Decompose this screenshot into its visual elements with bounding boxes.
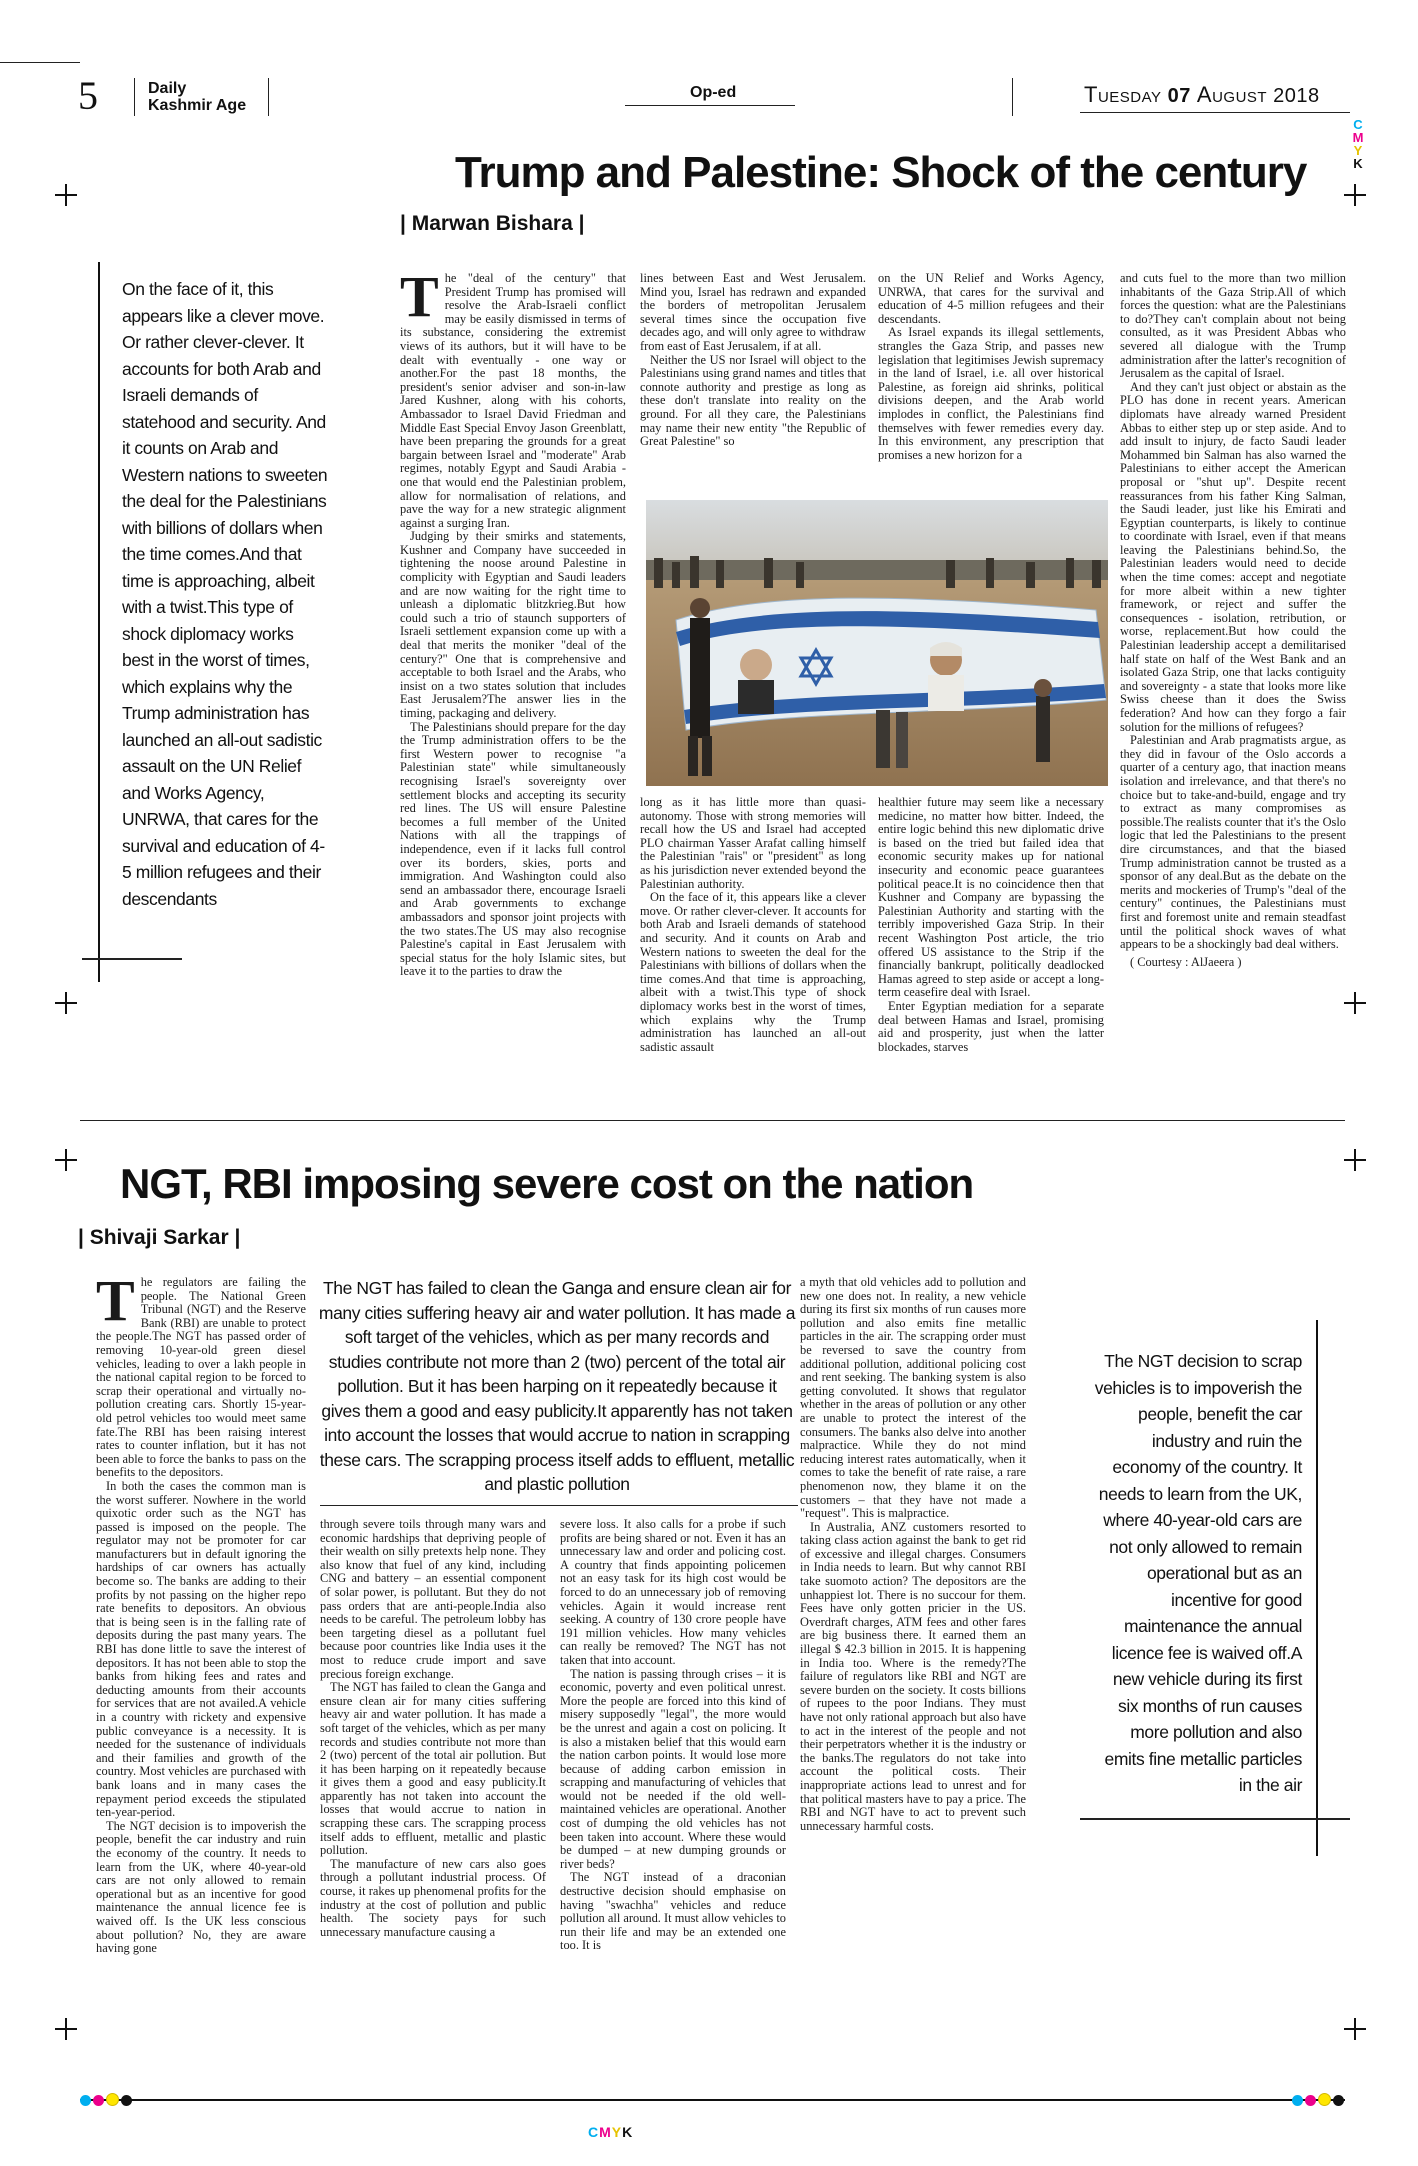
header-divider-2 xyxy=(268,78,269,116)
paragraph: he regulators are failing the people. The National Green Tribunal (NGT) and the Reserve Bank (RBI) are unable to protect the people.The NGT has passed order of removing 10-year-old green diesel vehicles, leading to over a lakh people in the national capital region to be forced to scrap their operational and virtually no-pollution creating cars. Shortly 15-year-old petrol vehicles too would meet same fate.The RBI has been raising interest rates to counter inflation, but it has not been able to force the banks to pass on the benefits to the depositors. xyxy=(96,1276,306,1480)
header-divider xyxy=(134,78,135,116)
paragraph: The manufacture of new cars also goes through a pollutant industrial process. Of course, it rakes up phenomenal profits for the industry at the cost of pollution and public health. The society pays for such unnecessary manufacture causing a xyxy=(320,1856,546,1939)
article2-center-pullquote: The NGT has failed to clean the Ganga and ensure clean air for many cities suffering heavy air and water pollution. It has made a soft target of the vehicles, which as per many records and studies contribute not more than 2 (two) percent of the total air pollution. But it has been harping on it repeatedly because it gives them a good and easy publicity.It apparently has not taken into account the losses that would accrue to nation in scrapping these cars. The scrapping process itself adds to effluent, metallic and plastic pollution xyxy=(318,1278,796,1494)
paragraph: And they can't just object or abstain as the PLO has done in recent years. American diplomats have already warned President Abbas to either step up or step aside. And to add insult to injury, de facto Saudi leader Mohammed bin Salman has also warned the Palestinians to either accept the American proposal or "shut up". Despite recent reassurances from his father King Salman, the Saudi leader, just like his Emirati and Egyptian counterparts, is likely to continue to coordinate with Israel, even if that means leaving the Palestinians behind.So, the Palestinian leaders would need to decide when the time comes: accept and negotiate for more albeit within a new tighter framework, or reject and suffer the consequences - isolation, retribution, or worse, replacement.But how could the Palestinian leadership accept a demilitarised half state on half of the West Bank and an isolated Gaza Strip, one that lacks contiguity and sovereignty - a state that looks more like Swiss cheese than it does the Swiss federation? And how can they forgo a fair solution for the millions of refugees? xyxy=(1120,379,1346,734)
paragraph: In Australia, ANZ customers resorted to taking class action against the bank to get rid of excessive and illegal charges. Consumers in India needs to learn. But why cannot RBI take suomoto action? The depositors are the unhappiest lot. There is no succour for them. Fees have only gotten pricier in the US. Overdraft charges, ATM fees and other fares are big business there. It earned them an illegal $ 42.3 billion in 2015. It is happening in India too. Where is the remedy?The failure of regulators like RBI and NGT are severe burden on the society. It costs billions of rupees to the poor Indians. They must have not only rational approach but also have to act in the interest of the people and not their perpetrators whether it is the industry or the banks.The regulators do not take into account the political costs. Their inappropriate actions lead to unrest and for that political masters have to pay a price. The RBI and NGT have to act to prevent such unnecessary harmful costs. xyxy=(800,1519,1026,1833)
paragraph: Enter Egyptian mediation for a separate deal between Hamas and Israel, promising aid and prosperity, just when the latter blockades, starves xyxy=(878,998,1104,1054)
paragraph: on the UN Relief and Works Agency, UNRWA, that cares for the survival and education of 4-5 million refugees and their descendants. xyxy=(878,272,1104,326)
paragraph: On the face of it, this appears like a clever move. Or rather clever-clever. It accounts for both Arab and Israeli demands of statehood and security. And it counts on Arab and Western nations to sweeten the deal for the Palestinians with billions of dollars when the time comes.And that time is approaching, albeit with a twist.This type of shock diplomacy works best in the worst of times, which explains why the Trump administration has launched an all-out sadistic assault xyxy=(640,890,866,1054)
paragraph: lines between East and West Jerusalem. Mind you, Israel has redrawn and expanded the borders of metropolitan Jerusalem several times since the occupation five decades ago, and will only agree to withdraw from east of East Jerusalem, if at all. xyxy=(640,272,866,353)
article1-photo xyxy=(646,500,1108,786)
article1-column-4 xyxy=(1120,272,1346,1062)
cmyk-marker-footer: CMYK xyxy=(588,2124,634,2140)
pullquote-bar xyxy=(98,262,100,982)
paragraph: Palestinian and Arab pragmatists argue, as they did in favour of the Oslo accords a quarter of a century ago, that inaction means isolation and irrelevance, and that there's no choice but to take-and-build, engage and try to extract as many compromises as possible.The realists counter that it's the Oslo logic that led the Palestinians to the present dire circumstances, and that the biased Trump administration cannot be trusted as a sponsor of any deal.But as the debate on the merits and mockeries of Trump's "deal of the century" continues, the Palestinians must first and foremost unite and remain steadfast until the political shock waves of what appears to be a shockingly bad deal withers. xyxy=(1120,733,1346,952)
paragraph: The NGT decision is to impoverish the people, benefit the car industry and ruin the economy of the country. It needs to learn from the UK, where 40-year-old cars are not only allowed to remain operational but as an incentive for good maintenance the annual licence fee is waived off. Is the UK less conscious about pollution? No, they are aware having gone xyxy=(96,1818,306,1956)
date-rule xyxy=(1080,112,1350,113)
paragraph: The nation is passing through crises – it is economic, poverty and even political unrest. More the people are forced into this kind of misery supposedly "legal", the more would be the unrest and again a cost on policing. It is also a mistaken belief that this would earn the nation carbon points. It would lose more because of adding carbon emission in scrapping and manufacturing of vehicles that would not be needed if the old well-maintained vehicles are operational. Another cost of dumping the old vehicles has not been taken into account. Where these would be dumped – at new dumping grounds or river beds? xyxy=(560,1666,786,1871)
paragraph: As Israel expands its illegal settlements, strangles the Gaza Strip, and passes new legislation that legitimises Jewish supremacy in the land of Israel, i.e. all over historical Palestine, as foreign aid shrinks, political divisions deepen, and the Arab world implodes in conflict, the Palestinians find themselves with fewer remedies every day. In this environment, any prescription that promises a new horizon for a xyxy=(878,325,1104,462)
registration-mark xyxy=(1344,1149,1366,1171)
pullquote-tick xyxy=(82,958,182,960)
section-rule xyxy=(625,105,795,106)
paper-name-line1: Daily xyxy=(148,80,187,97)
paragraph: and cuts fuel to the more than two million inhabitants of the Gaza Strip.All of which forces the question: what are the Palestinians to do?They can't complain about not being consulted, as it was President Abbas who severed all dialogue with the Trump administration after the latter's recognition of Jerusalem as the capital of Israel. xyxy=(1120,272,1346,381)
top-left-rule xyxy=(0,62,80,63)
dropcap: T xyxy=(96,1276,135,1333)
article1-pullquote: On the face of it, this appears like a clever move. Or rather clever-clever. It accounts for both Arab and Israeli demands of statehood and security. And it counts on Arab and Western nations to sweeten the deal for the Palestinians with billions of dollars when the time comes.And that time is approaching, albeit with a twist.This type of shock diplomacy works best in the worst of times, which explains why the Trump administration has launched an all-out sadistic assault on the UN Relief and Works Agency, UNRWA, that cares for the survival and education of 4-5 million refugees and their descendants xyxy=(122,279,328,909)
paragraph: he "deal of the century" that President Trump has promised will resolve the Arab-Israeli conflict may be easily dismissed in terms of its substance, considering the extremist views of its authors, but it will have to be dealt with eventually - one way or another.For the past 18 months, the president's senior adviser and son-in-law Jared Kushner, along with his cohorts, Ambassador to Israel David Friedman and Middle East Special Envoy Jason Greenblatt, have been preparing the grounds for a great bargain between Israel and "moderate" Arab regimes, notably Egypt and Saudi Arabia - one that would end the Palestinian problem, allow for normalisation of relations, and pave the way for a new strategic alignment against a surging Iran. xyxy=(400,272,626,530)
right-pullquote-tick xyxy=(1080,1818,1350,1820)
page-number: 5 xyxy=(78,73,98,118)
article1-column-3-top xyxy=(878,272,1104,476)
paragraph: In both the cases the common man is the worst sufferer. Nowhere in the world quixotic order such as the NGT has passed is imposed on the people. The regulator may not be promoter for car manufacturers but in default ignoring the hardships of car owners has actually become so. The banks are adding to their profits by not passing on the higher repo rate benefits to depositors. An obvious that is being seen is in the falling rate of deposits during the past many years. The RBI has done little to save the interest of depositors. It has not been able to stop the banks from hiking fees and rates and deducting amounts from their accounts for services that are not availed.A vehicle in a country with rickety and expensive public conveyance is a necessity. It is needed for the sustenance of individuals and their families and growth of the country. Most vehicles are purchased with bank loans and in many cases the repayment period exceeds the stipulated ten-year-period. xyxy=(96,1478,306,1820)
issue-date xyxy=(1084,82,1320,108)
registration-mark xyxy=(55,184,77,206)
header-divider-3 xyxy=(1012,78,1013,116)
article2-column-2 xyxy=(320,1518,546,2026)
date-num: 07 xyxy=(1167,85,1191,107)
article-separator xyxy=(80,1120,1345,1121)
paper-name-line2: Kashmir Age xyxy=(148,97,247,114)
article1-column-3-bottom xyxy=(878,796,1104,1078)
paragraph: Judging by their smirks and statements, Kushner and Company have succeeded in tightening the noose around Palestine in complicity with Egyptian and Saudi leaders and are now waiting for the right time to unleash a diplomatic blitzkrieg.But how could such a trio of staunch supporters of Israeli settlement expansion come up with a deal that merits the moniker "deal of the century?" One that is comprehensive and acceptable to both Israel and the Arabs, who insist on a two states solution that includes East Jerusalem?The answer lies in the timing, packaging and delivery. xyxy=(400,529,626,720)
paragraph: through severe toils through many wars and economic hardships that depriving people of their wealth on silly pretexts help none. They also know that fuel of any kind, including CNG and battery – an essential component of solar power, is pollutant. But they do not pass orders that are anti-people.India also needs to be careful. The petroleum lobby has been targeting diesel as a pollutant fuel because poor countries like India uses it the most to reduce crude import and save precious foreign exchange. xyxy=(320,1518,546,1681)
cmyk-marker-vertical: C M Y K xyxy=(1352,117,1364,171)
article2-right-pullquote: The NGT decision to scrap vehicles is to impoverish the people, benefit the car industry and ruin the economy of the country. It needs to learn from the UK, where 40-year-old cars are not only allowed to remain operational but as an incentive for good maintenance the annual licence fee is waived off.A new vehicle during its first six months of run causes more pollution and also emits fine metallic particles in the air xyxy=(1094,1351,1302,1795)
article2-column-4 xyxy=(800,1276,1026,2026)
paragraph: long as it has little more than quasi-autonomy. Those with strong memories will recall how the US and Israel had accepted PLO chairman Yasser Arafat calling himself the Palestinian "rais" or "president" as long as his jurisdiction never extended beyond the Palestinian authority. xyxy=(640,796,866,891)
paragraph: The NGT has failed to clean the Ganga and ensure clean air for many cities suffering heavy air and water pollution. It has made a soft target of the vehicles, which as per many records and studies contribute not more than 2 (two) percent of the total air pollution. But it has been harping on it repeatedly because it gives them a good and easy publicity.It apparently has not taken into account the losses that would accrue to nation in scrapping these cars. The scrapping process itself adds to effluent, metallic and plastic pollution. xyxy=(320,1680,546,1858)
paragraph: a myth that old vehicles add to pollution and new one does not. In reality, a new vehicle during its first six months of run causes more pollution and also emits fine metallic particles in the air. The scrapping order must be reversed to save the country from additional pollution, additional policing cost and rent seeking. The banking system is also getting convoluted. It shows that regulator whether in the areas of pollution or any other are unable to protect the interest of the consumers. The banks also delve into another malpractice. While they do not mind reducing interest rates automatically, when it comes to take the benefit of rate raise, a rare phenomenon now, they blame it on the customers – that they have not made a "request". This is malpractice. xyxy=(800,1276,1026,1521)
registration-mark xyxy=(1344,184,1366,206)
paragraph: Neither the US nor Israel will object to the Palestinians using grand names and titles that connote authority and prestige as long as these don't translate into reality on the ground. For all they care, the Palestinians may name their new entity "the Republic of Great Palestine" so xyxy=(640,352,866,449)
paragraph: severe loss. It also calls for a probe if such profits are being shared or not. Even it has an unnecessary law and order and policing cost. A country that finds appointing policemen not an easy task for its high cost would be forced to do an unnecessary job of removing vehicles. Again it would increase rent seeking. A country of 130 crore people have 191 million vehicles. How many vehicles can really be removed? The NGT has not taken that into account. xyxy=(560,1518,786,1667)
registration-mark xyxy=(1344,2018,1366,2040)
date-month: August xyxy=(1196,82,1268,107)
date-year: 2018 xyxy=(1273,85,1320,107)
article2-column-3 xyxy=(560,1518,786,2026)
registration-mark xyxy=(55,1149,77,1171)
paragraph: The Palestinians should prepare for the day the Trump administration offers to be the first Western power to recognise "a Palestinian state" while simultaneously recognising Israel's sovereignty over settlement blocks and accepting its security red lines. The US will ensure Palestine becomes a full member of the United Nations with all the trappings of independence, even if it lacks full control over its borders, skies, ports and immigration. And Washington could also send an ambassador there, encourage Israeli and Arab governments to exchange ambassadors and sponsor joint projects with the two states.The US may also recognise Palestine's capital in East Jerusalem with special status for the holy Islamic sites, but leave it to the parties to draw the xyxy=(400,719,626,979)
color-dots-right xyxy=(1292,2091,1346,2110)
footer-rule xyxy=(80,2099,1345,2101)
color-dots-left xyxy=(80,2091,134,2110)
paragraph: The NGT instead of a draconian destructive decision should emphasise on having "swachha" vehicles and reduce pollution all around. It must allow vehicles to run their life and may be an extended one too. It is xyxy=(560,1870,786,1953)
article1-column-2-top xyxy=(640,272,866,476)
pullquote-rule xyxy=(320,1505,798,1506)
article1-headline: Trump and Palestine: Shock of the century xyxy=(455,148,1307,197)
article1-byline: | Marwan Bishara | xyxy=(400,212,585,235)
protest-flag-photo xyxy=(646,500,1108,786)
article2-headline: NGT, RBI imposing severe cost on the nation xyxy=(120,1160,974,1207)
article2-byline: | Shivaji Sarkar | xyxy=(78,1226,241,1249)
article1-column-2-bottom xyxy=(640,796,866,1078)
courtesy-credit: ( Courtesy : AlJaeera ) xyxy=(1130,954,1242,969)
paragraph: healthier future may seem like a necessary medicine, no matter how bitter. Indeed, the entire logic behind this new diplomatic drive is based on the tried but failed idea that economic security makes up for national insecurity and economic peace guarantees political peace.It is no coincidence then that Kushner and Company are bypassing the Palestinian Authority and starting with the terribly impoverished Gaza Strip. In their recent Washington Post article, the trio offered US assistance to the Strip if the financially bankrupt, politically deadlocked Hamas agreed to step aside or accept a long-term ceasefire deal with Israel. xyxy=(878,796,1104,1000)
paper-name xyxy=(148,80,246,114)
registration-mark xyxy=(55,992,77,1014)
registration-mark xyxy=(55,2018,77,2040)
section-label: Op-ed xyxy=(690,84,737,101)
right-pullquote-bar xyxy=(1316,1320,1318,1856)
article2-column-1 xyxy=(96,1276,306,2026)
article1-column-1 xyxy=(400,272,626,1077)
registration-mark xyxy=(1344,992,1366,1014)
date-day: Tuesday xyxy=(1084,82,1162,107)
dropcap: T xyxy=(400,272,439,329)
